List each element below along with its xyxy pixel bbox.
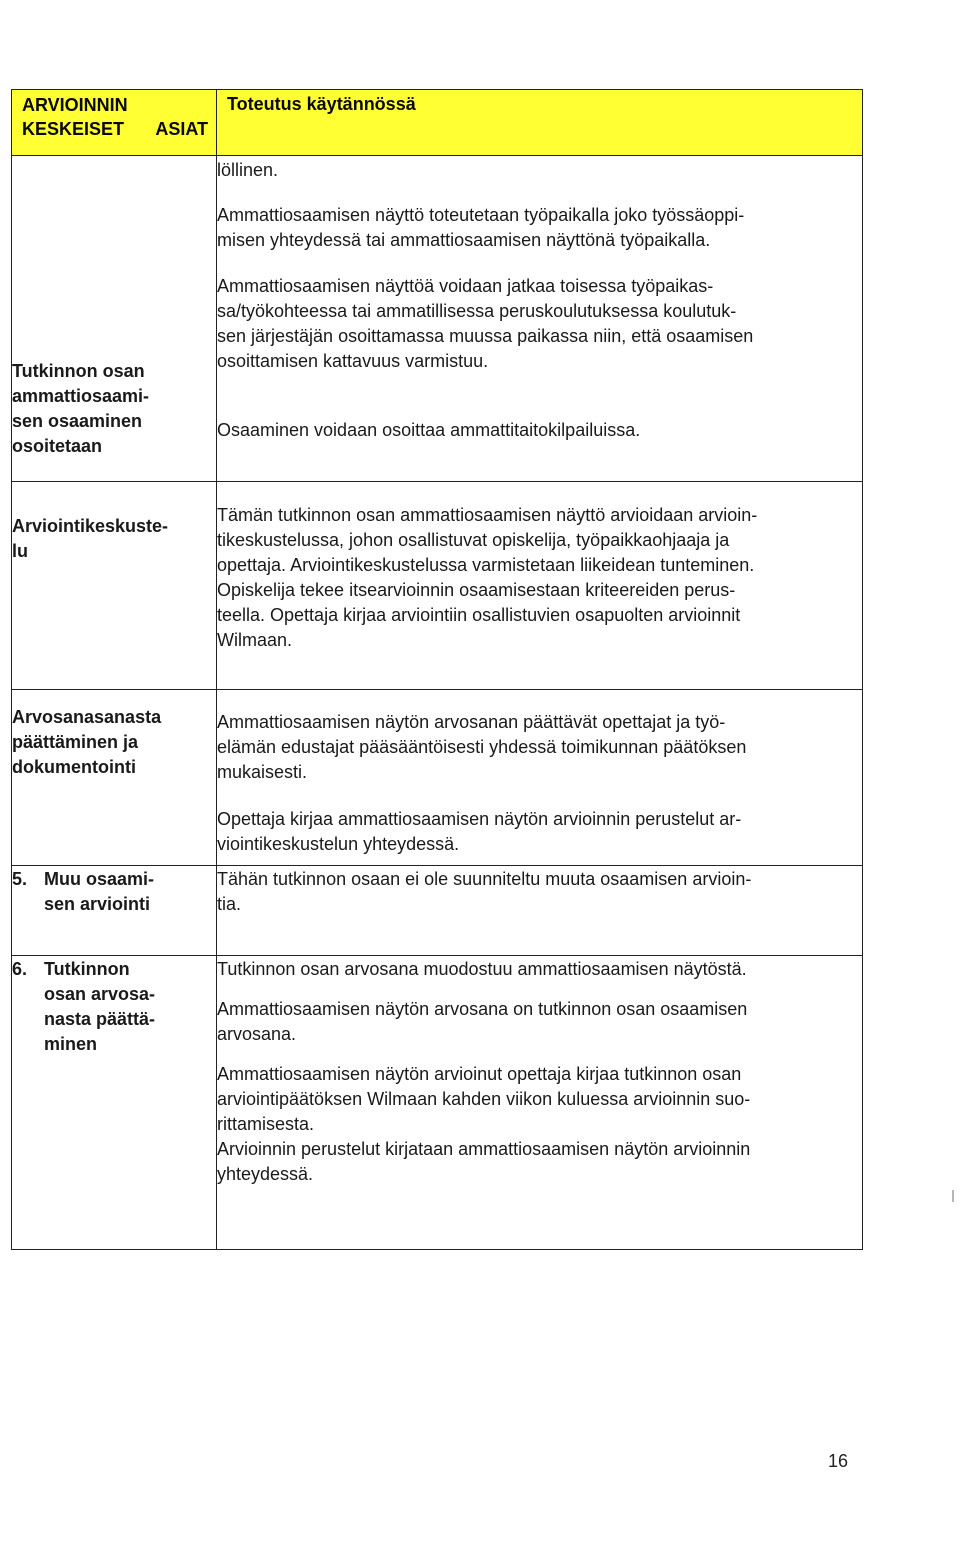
row-number: 6. bbox=[12, 959, 28, 979]
paragraph-line: opettaja. Arviointikeskustelussa varmistetaan liikeidean tunteminen. bbox=[217, 555, 755, 575]
row-content bbox=[217, 690, 862, 857]
assessment-table bbox=[11, 89, 863, 1250]
row-content bbox=[217, 866, 862, 917]
table-row bbox=[12, 482, 863, 690]
row-content-cell bbox=[217, 956, 863, 1250]
paragraph-line: Tähän tutkinnon osaan ei ole suunniteltu muuta osaamisen arvioin- bbox=[217, 869, 752, 889]
paragraph-line: tia. bbox=[217, 894, 242, 914]
row-content bbox=[217, 156, 862, 443]
page-number: 16 bbox=[828, 1451, 849, 1471]
header-left-word-asiat: ASIAT bbox=[155, 119, 208, 139]
paragraph-line: misen yhteydessä tai ammattiosaamisen näyttönä työpaikalla. bbox=[217, 230, 711, 250]
row-label-cell bbox=[12, 690, 217, 866]
row-content bbox=[217, 956, 862, 1187]
paragraph-line: Tutkinnon osan arvosana muodostuu ammattiosaamisen näytöstä. bbox=[217, 959, 747, 979]
paragraph-line: Tämän tutkinnon osan ammattiosaamisen näyttö arvioidaan arvioin- bbox=[217, 505, 758, 525]
paragraph: löllinen. bbox=[217, 160, 279, 180]
row-number: 5. bbox=[12, 869, 28, 889]
row-label: Tutkinnon osan ammattiosaami- sen osaaminen osoitetaan bbox=[12, 361, 150, 456]
row-content-cell bbox=[217, 482, 863, 690]
paragraph-line: sa/työkohteessa tai ammatillisessa peruskoulutuksessa koulutuk- bbox=[217, 301, 737, 321]
paragraph-line: rittamisesta. bbox=[217, 1114, 315, 1134]
row-label-cell bbox=[12, 156, 217, 482]
row-content bbox=[217, 482, 862, 653]
header-right-title: Toteutus käytännössä bbox=[227, 94, 416, 114]
table-row bbox=[12, 866, 863, 956]
row-content-cell bbox=[217, 156, 863, 482]
paragraph-line: sen järjestäjän osoittamassa muussa paikassa niin, että osaamisen bbox=[217, 326, 754, 346]
table-row bbox=[12, 690, 863, 866]
paragraph-line: Ammattiosaamisen näytön arvosana on tutkinnon osan osaamisen bbox=[217, 999, 748, 1019]
header-left-word-keskeiset: KESKEISET bbox=[22, 119, 125, 139]
paragraph-line: yhteydessä. bbox=[217, 1164, 314, 1184]
row-label-cell bbox=[12, 956, 217, 1250]
paragraph-line: Arvioinnin perustelut kirjataan ammattiosaamisen näytön arvioinnin bbox=[217, 1139, 751, 1159]
row-label: Arviointikeskuste- lu bbox=[12, 516, 169, 561]
paragraph-line: Ammattiosaamisen näytön arvosanan päättävät opettajat ja työ- bbox=[217, 712, 726, 732]
paragraph-line: Wilmaan. bbox=[217, 630, 293, 650]
table-row bbox=[12, 156, 863, 482]
table-row bbox=[12, 956, 863, 1250]
paragraph-line: Ammattiosaamisen näyttöä voidaan jatkaa toisessa työpaikas- bbox=[217, 276, 714, 296]
row-label-cell bbox=[12, 866, 217, 956]
paragraph-line: arviointipäätöksen Wilmaan kahden viikon kuluessa arvioinnin suo- bbox=[217, 1089, 751, 1109]
header-right-cell bbox=[217, 90, 863, 156]
row-label: 6. Tutkinnon osan arvosa- nasta päättä- minen bbox=[12, 956, 216, 1057]
table-header-row bbox=[12, 90, 863, 156]
row-label: Arvosanasanasta päättäminen ja dokumentointi bbox=[12, 707, 162, 777]
row-content-cell bbox=[217, 866, 863, 956]
paragraph-line: mukaisesti. bbox=[217, 762, 308, 782]
paragraph-line: Ammattiosaamisen näyttö toteutetaan työpaikalla joko työssäoppi- bbox=[217, 205, 745, 225]
paragraph-line: elämän edustajat pääsääntöisesti yhdessä toimikunnan päätöksen bbox=[217, 737, 747, 757]
header-left-cell bbox=[12, 90, 217, 156]
paragraph-line: teella. Opettaja kirjaa arviointiin osallistuvien osapuolten arvioinnit bbox=[217, 605, 741, 625]
paragraph-line: osoittamisen kattavuus varmistuu. bbox=[217, 351, 489, 371]
row-label-cell bbox=[12, 482, 217, 690]
row-content-cell bbox=[217, 690, 863, 866]
paragraph-line: Opiskelija tekee itsearvioinnin osaamisestaan kriteereiden perus- bbox=[217, 580, 736, 600]
row-label: 5. Muu osaami- sen arviointi bbox=[12, 866, 216, 917]
scan-mark bbox=[952, 1190, 954, 1202]
header-left-line2 bbox=[22, 117, 208, 141]
paragraph-line: Opettaja kirjaa ammattiosaamisen näytön arvioinnin perustelut ar- bbox=[217, 809, 742, 829]
paragraph-line: viointikeskustelun yhteydessä. bbox=[217, 834, 460, 854]
paragraph-line: Ammattiosaamisen näytön arvioinut opettaja kirjaa tutkinnon osan bbox=[217, 1064, 742, 1084]
header-left-line1: ARVIOINNIN bbox=[22, 95, 128, 115]
paragraph-line: arvosana. bbox=[217, 1024, 297, 1044]
paragraph: Osaaminen voidaan osoittaa ammattitaitokilpailuissa. bbox=[217, 420, 641, 440]
paragraph-line: tikeskustelussa, johon osallistuvat opiskelija, työpaikkaohjaaja ja bbox=[217, 530, 730, 550]
